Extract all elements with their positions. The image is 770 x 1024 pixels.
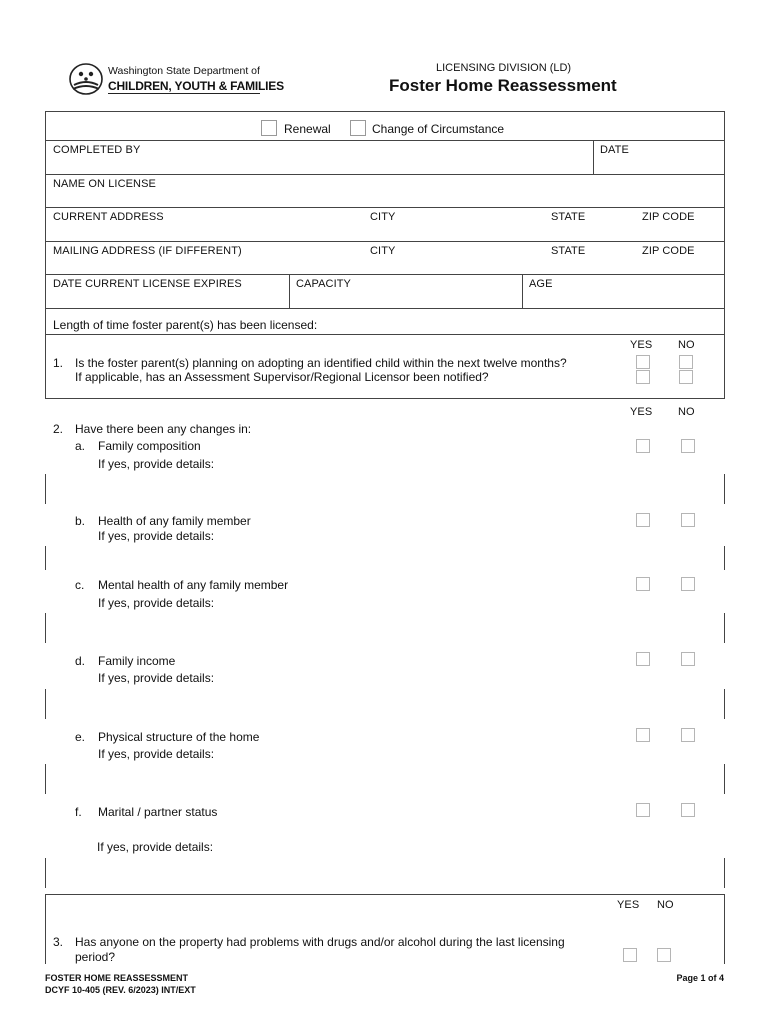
age-field[interactable] — [524, 291, 723, 307]
change-of-circumstance-checkbox[interactable] — [350, 120, 366, 136]
q2a-details-label: If yes, provide details: — [98, 457, 215, 471]
q2d-letter: d. — [75, 654, 86, 668]
q2e-no-checkbox[interactable] — [681, 728, 695, 742]
q2-number: 2. — [53, 422, 64, 436]
q2f-yes-checkbox[interactable] — [636, 803, 650, 817]
q1a-yes-checkbox[interactable] — [636, 355, 650, 369]
q2e-yes-checkbox[interactable] — [636, 728, 650, 742]
q2f-details-label: If yes, provide details: — [97, 840, 214, 854]
q3-yes-checkbox[interactable] — [623, 948, 637, 962]
q2-no-header: NO — [678, 406, 695, 418]
current-zip-label: ZIP CODE — [642, 211, 695, 223]
agency-logo — [68, 60, 284, 100]
capacity-label: CAPACITY — [296, 278, 351, 290]
q2b-yes-checkbox[interactable] — [636, 513, 650, 527]
current-address-label: CURRENT ADDRESS — [53, 211, 164, 223]
q3-number: 3. — [53, 935, 64, 949]
q2b-letter: b. — [75, 514, 86, 528]
q1-number: 1. — [53, 356, 64, 370]
q1-line-2: If applicable, has an Assessment Supervisor/Regional Licensor been notified? — [75, 370, 489, 384]
current-address-field[interactable] — [46, 224, 723, 240]
q2b-details-field[interactable] — [46, 546, 723, 570]
mailing-state-label: STATE — [551, 245, 586, 257]
renewal-checkbox[interactable] — [261, 120, 277, 136]
name-on-license-label: NAME ON LICENSE — [53, 178, 156, 190]
form-left-border — [45, 111, 46, 398]
footer-form-code: DCYF 10-405 (REV. 6/2023) INT/EXT — [45, 985, 196, 995]
q2b-label: Health of any family member — [98, 514, 251, 528]
q1-no-header: NO — [678, 339, 695, 351]
q2d-no-checkbox[interactable] — [681, 652, 695, 666]
mailing-zip-label: ZIP CODE — [642, 245, 695, 257]
q2f-label: Marital / partner status — [98, 805, 218, 819]
q3-no-checkbox[interactable] — [657, 948, 671, 962]
completed-by-field[interactable] — [46, 157, 592, 173]
q2d-details-label: If yes, provide details: — [98, 671, 215, 685]
q2e-details-field[interactable] — [46, 764, 723, 794]
logo-underline — [108, 93, 260, 94]
q3-no-header: NO — [657, 899, 674, 911]
change-of-circumstance-label: Change of Circumstance — [372, 122, 505, 136]
logo-line-2: CHILDREN, YOUTH & FAMILIES — [108, 79, 284, 93]
q1b-no-checkbox[interactable] — [679, 370, 693, 384]
q2a-details-field[interactable] — [46, 474, 723, 504]
q2e-label: Physical structure of the home — [98, 730, 260, 744]
name-on-license-field[interactable] — [46, 191, 723, 206]
q3-yes-header: YES — [617, 899, 640, 911]
capacity-field[interactable] — [291, 291, 521, 307]
date-field[interactable] — [595, 157, 723, 173]
logo-line-1: Washington State Department of — [108, 65, 260, 77]
q3-line-2: period? — [75, 950, 116, 964]
q2b-no-checkbox[interactable] — [681, 513, 695, 527]
q2f-letter: f. — [75, 805, 82, 819]
q2a-yes-checkbox[interactable] — [636, 439, 650, 453]
q2c-letter: c. — [75, 578, 85, 592]
footer-page-number: Page 1 of 4 — [676, 973, 724, 983]
mailing-address-label: MAILING ADDRESS (IF DIFFERENT) — [53, 245, 242, 257]
q2-text: Have there been any changes in: — [75, 422, 252, 436]
q2c-details-field[interactable] — [46, 613, 723, 643]
q2c-label: Mental health of any family member — [98, 578, 289, 592]
q2a-no-checkbox[interactable] — [681, 439, 695, 453]
form-title: Foster Home Reassessment — [389, 76, 617, 95]
q2c-details-label: If yes, provide details: — [98, 596, 215, 610]
mailing-city-label: CITY — [370, 245, 396, 257]
license-expires-label: DATE CURRENT LICENSE EXPIRES — [53, 278, 242, 290]
q2-yes-header: YES — [630, 406, 653, 418]
date-label: DATE — [600, 144, 629, 156]
length-licensed-label: Length of time foster parent(s) has been licensed: — [53, 318, 318, 332]
q2f-details-field[interactable] — [46, 858, 723, 888]
footer-form-name: FOSTER HOME REASSESSMENT — [45, 973, 189, 983]
q2e-letter: e. — [75, 730, 86, 744]
seal-icon — [68, 61, 104, 97]
q1-line-1: Is the foster parent(s) planning on adopting an identified child within the next twelve months? — [75, 356, 567, 370]
age-label: AGE — [529, 278, 553, 290]
q2a-letter: a. — [75, 439, 86, 453]
q2d-yes-checkbox[interactable] — [636, 652, 650, 666]
q2d-details-field[interactable] — [46, 689, 723, 719]
completed-by-label: COMPLETED BY — [53, 144, 141, 156]
renewal-label: Renewal — [284, 122, 331, 136]
division-label: LICENSING DIVISION (LD) — [436, 62, 572, 74]
q2b-details-label: If yes, provide details: — [98, 529, 215, 543]
current-state-label: STATE — [551, 211, 586, 223]
form-top-border — [45, 111, 725, 112]
q3-line-1: Has anyone on the property had problems with drugs and/or alcohol during the last licensing — [75, 935, 565, 949]
q2a-label: Family composition — [98, 439, 201, 453]
q2f-no-checkbox[interactable] — [681, 803, 695, 817]
q2c-yes-checkbox[interactable] — [636, 577, 650, 591]
q2e-details-label: If yes, provide details: — [98, 747, 215, 761]
current-city-label: CITY — [370, 211, 396, 223]
form-right-border — [724, 111, 725, 398]
q1a-no-checkbox[interactable] — [679, 355, 693, 369]
mailing-address-field[interactable] — [46, 258, 723, 274]
q2d-label: Family income — [98, 654, 176, 668]
q2c-no-checkbox[interactable] — [681, 577, 695, 591]
license-expires-field[interactable] — [46, 291, 288, 307]
q1b-yes-checkbox[interactable] — [636, 370, 650, 384]
q1-yes-header: YES — [630, 339, 653, 351]
